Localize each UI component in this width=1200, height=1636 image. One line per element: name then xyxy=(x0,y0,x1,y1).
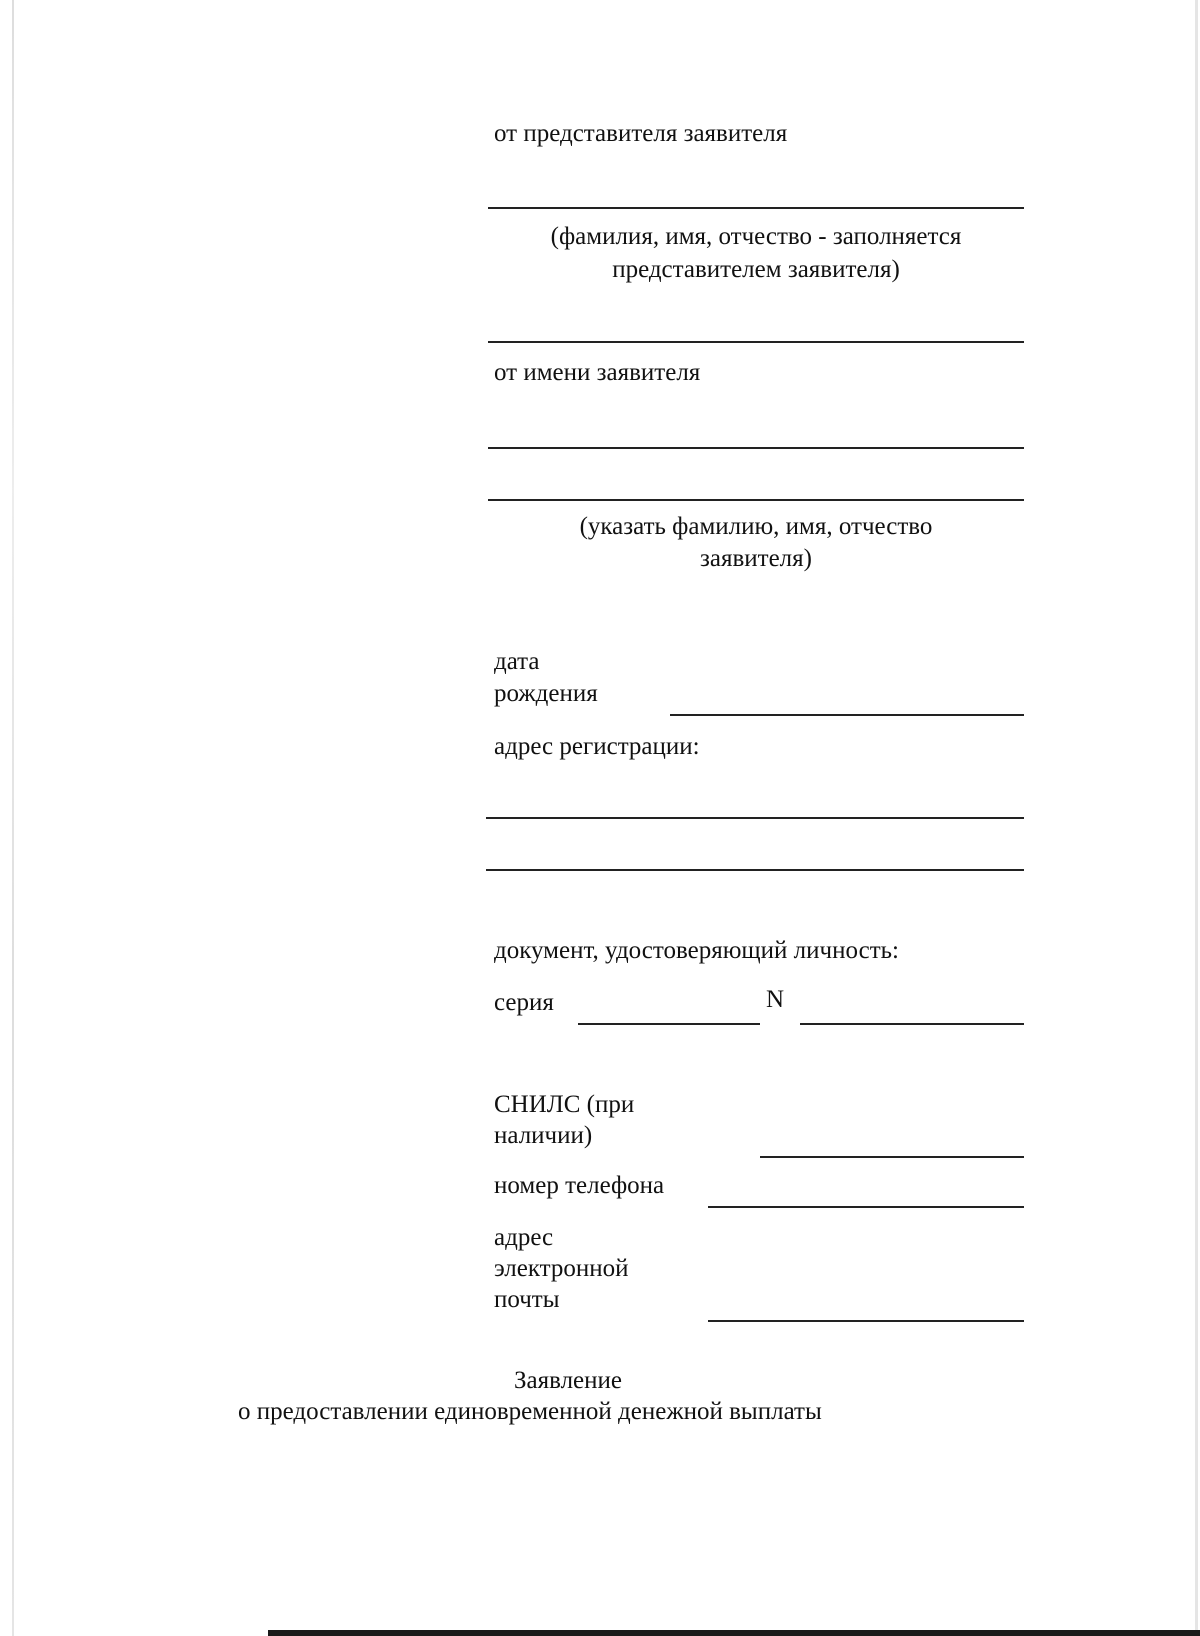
phone-line xyxy=(708,1206,1024,1208)
from-representative-label: от представителя заявителя xyxy=(494,120,788,147)
snils-line xyxy=(760,1156,1024,1158)
email-label-line3: почты xyxy=(494,1286,560,1313)
snils-label-line2: наличии) xyxy=(494,1122,593,1149)
email-line xyxy=(708,1320,1024,1322)
representative-name-line xyxy=(488,207,1024,209)
identity-document-label: документ, удостоверяющий личность: xyxy=(494,937,899,964)
birth-date-label-line2: рождения xyxy=(494,680,598,707)
number-line xyxy=(800,1023,1024,1025)
registration-address-line-2 xyxy=(486,869,1024,871)
applicant-hint-line2: заявителя) xyxy=(700,545,812,572)
applicant-name-line-1 xyxy=(488,447,1024,449)
scan-edge-bottom xyxy=(268,1630,1200,1636)
series-line xyxy=(578,1023,760,1025)
representative-hint-line1: (фамилия, имя, отчество - заполняется xyxy=(550,223,962,250)
scan-edge-right xyxy=(1195,0,1198,1636)
representative-hint-line2: представителем заявителя) xyxy=(612,256,900,283)
registration-address-label: адрес регистрации: xyxy=(494,733,700,760)
representative-extra-line xyxy=(488,341,1024,343)
birth-date-line xyxy=(670,714,1024,716)
document-subtitle: о предоставлении единовременной денежной выплаты xyxy=(238,1398,822,1425)
snils-label-line1: СНИЛС (при xyxy=(494,1091,635,1118)
applicant-hint-line1: (указать фамилию, имя, отчество xyxy=(579,513,933,540)
series-label: серия xyxy=(494,989,554,1016)
birth-date-label-line1: дата xyxy=(494,648,540,675)
registration-address-line-1 xyxy=(486,817,1024,819)
on-behalf-label: от имени заявителя xyxy=(494,359,701,386)
number-label: N xyxy=(766,986,785,1013)
document-title: Заявление xyxy=(513,1367,623,1394)
phone-label: номер телефона xyxy=(494,1172,665,1199)
email-label-line1: адрес xyxy=(494,1224,554,1251)
email-label-line2: электронной xyxy=(494,1255,629,1282)
applicant-name-line-2 xyxy=(488,499,1024,501)
